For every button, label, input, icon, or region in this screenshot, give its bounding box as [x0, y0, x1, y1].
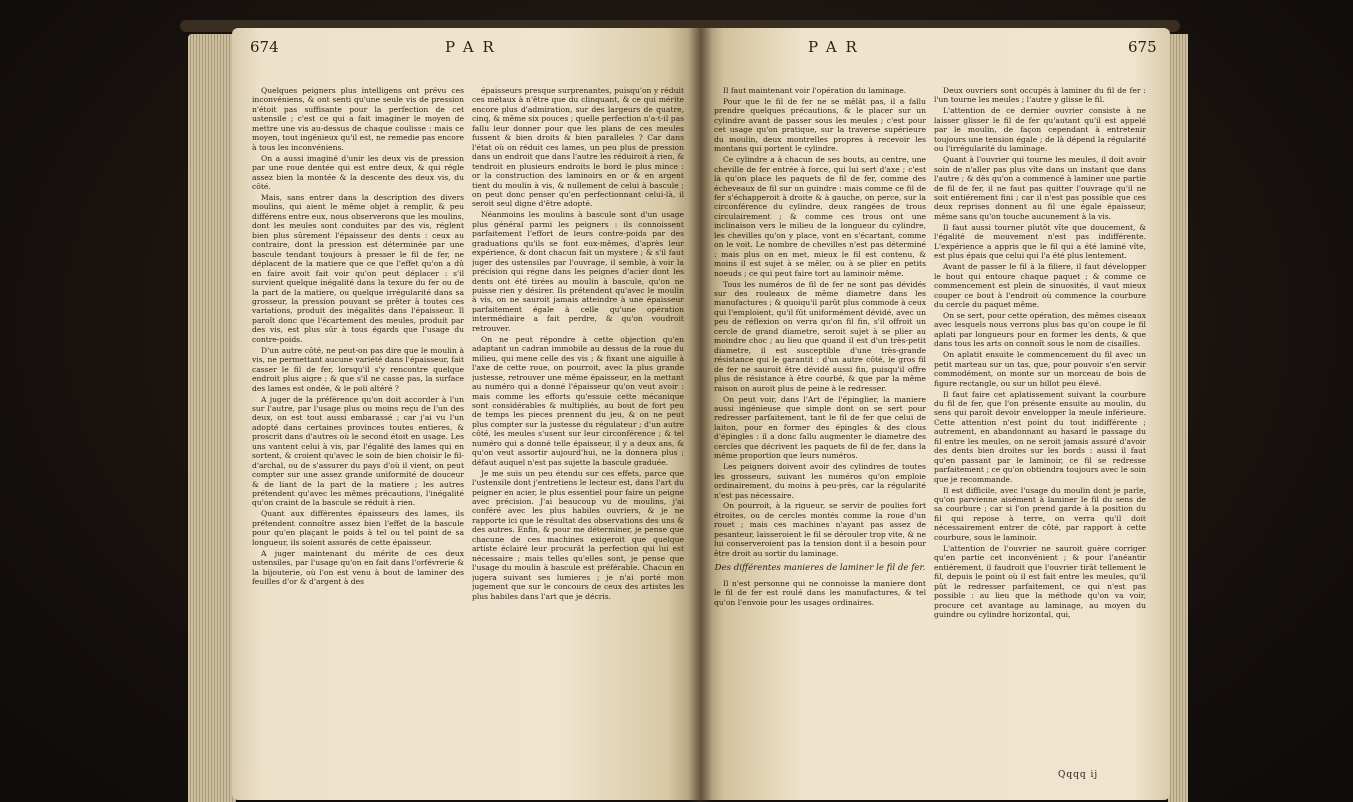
paragraph: Il faut aussi tourner plutôt vîte que doucement, & l'égalité de mouvement n'est pas indifférente. L'expérience a appris que le fil qui a été laminé vîte, est plus épais que celui qui l'a été plus lentement.	[934, 222, 1146, 261]
right-page-column-2	[934, 86, 1146, 786]
paragraph: A juger de la préférence qu'on doit accorder à l'un sur l'autre, par l'usage plus ou moins reçu de l'un des deux, on est tout aussi embarassé ; car j'ai vu l'un adopté dans certaines provinces toutes entieres, & proscrit dans d'autres où le second étoit en usage. Les uns vantent celui à vis, par l'égalité des lames qui en sortent, & croient qu'avec le soin de bien choisir le fil-d'archal, ou de s'assurer du pays d'où il vient, on peut compter sur une assez grande uniformité de douceur & de liant de la part de la matiere ; les autres prétendent qu'avec les mêmes précautions, l'inégalité qu'on craint de la bascule se réduit à rien.	[252, 394, 464, 508]
paragraph: On pourroit, à la rigueur, se servir de poulies fort étroites, ou de cercles montés comme la roue d'un rouet ; mais ces machines n'ayant pas assez de pesanteur, laisseroient le fil se dérouler trop vite, & ne lui conserveroient pas la tension dont il a besoin pour être droit au sortir du laminage.	[714, 501, 926, 558]
paragraph: L'attention de ce dernier ouvrier consiste à ne laisser glisser le fil de fer qu'autant qu'il est appelé par le moulin, de façon cependant à entretenir toujours une tension égale ; de là dépend la régularité ou l'irrégularité du laminage.	[934, 106, 1146, 154]
left-page-column-2	[472, 86, 684, 786]
paragraph: Il faut maintenant voir l'opération du laminage.	[723, 86, 907, 95]
paragraph: Néanmoins les moulins à bascule sont d'un usage plus général parmi les peigners : ils connoissent parfaitement l'effort de leurs contre-poids par des graduations qu'ils se font eux-mêmes, d'après leur expérience, & dont chacun fait un mystere ; & s'il faut juger des ustensiles par l'ouvrage, il semble, à voir la précision qui régne dans les peignes d'acier dont les dents ont été tirées au moulin à bascule, qu'on ne puisse rien y désirer. Ils prétendent qu'avec le moulin à vis, on ne sauroit jamais atteindre à une épaisseur parfaitement égale à celle qu'une opération intermédiaire a fait perdre, & qu'on voudroit retrouver.	[472, 210, 684, 333]
paragraph: Avant de passer le fil à la filiere, il faut développer le bout qui entoure chaque paquet ; & comme ce commencement est plein de sinuosités, il vaut mieux couper ce bout à l'endroit où commence la courbure du cercle du paquet même.	[934, 262, 1146, 309]
paragraph: épaisseurs presque surprenantes, puisqu'on y réduit ces métaux à n'être que du clinquant, & ce qui mérite encore plus d'admiration, sur des largeurs de quatre, cinq, & même six pouces ; quelle perfection n'a-t-il pas fallu leur donner pour que les plans de ces meules fussent & bien droits & bien paralleles ? Car dans l'état où on réduit ces lames, un peu plus de pression dans un endroit que dans l'autre les réduiroit à rien, & tendroit en plusieurs endroits le bord le plus mince : or la construction des laminoirs en or & en argent tient du moulin à vis, & nullement de celui à bascule ; on peut donc penser qu'en perfectionnant celui-là, il seroit seul digne d'être adopté.	[472, 86, 684, 209]
signature-mark: Qqqq ij	[1058, 770, 1099, 780]
paragraph: Ce cylindre a à chacun de ses bouts, au centre, une cheville de fer entrée à force, qui lui sert d'axe ; c'est là qu'on place les paquets de fil de fer, comme des écheveaux de fil sur un guindre : mais comme ce fil de fer s'échapperoit à droite & à gauche, on perce, sur la circonférence du cylindre, deux rangées de trous circulairement ; & comme ces trous ont une inclinaison vers le milieu de la longueur du cylindre, les chevilles qu'on y place, vont en s'écartant, comme on le voit. Le nombre de chevilles n'est pas déterminé : mais plus on en met, mieux le fil est contenu, & moins il est sujet à se mêler, ou à se plier en petits noeuds ; ce qui peut faire tort au laminoir même.	[714, 155, 926, 278]
paragraph: A juger maintenant du mérite de ces deux ustensiles, par l'usage qu'on en fait dans l'orfévrerie & la bijouterie, où l'on est venu à bout de laminer des feuilles d'or & d'argent à des	[252, 548, 464, 587]
paragraph: Quant à l'ouvrier qui tourne les meules, il doit avoir soin de n'aller pas plus vîte dans un instant que dans l'autre ; & dès qu'on a commencé à laminer une partie de fil de fer, il ne faut pas quitter l'ouvrage qu'il ne soit entiérement fini ; car il n'est pas possible que ces deux reprises donnent au fil une égale épaisseur, même sans qu'on touche aucunement à la vis.	[934, 155, 1146, 221]
paragraph: On se sert, pour cette opération, des mêmes ciseaux avec lesquels nous verrons plus bas qu'on coupe le fil aplati par longueurs pour en former les dents, & que dans tous les arts on connoît sous le nom de cisailles.	[934, 310, 1146, 349]
left-page-column-1	[252, 86, 464, 786]
paragraph: Pour que le fil de fer ne se mêlât pas, il a fallu prendre quelques précautions, & le placer sur un cylindre avant de passer sous les meules ; c'est pour cet usage qu'on pratique, sur la traverse supérieure du moulin, deux montrelles propres à recevoir les montans qui portent le cylindre.	[714, 96, 926, 154]
paragraph: Il n'est personne qui ne connoisse la maniere dont le fil de fer est roulé dans les manufactures, & tel qu'on l'envoie pour les usages ordinaires.	[714, 578, 926, 607]
paragraph: Les peigners doivent avoir des cylindres de toutes les grosseurs, suivant les numéros qu'on emploie ordinairement, du moins à peu-près, car la régularité n'est pas nécessaire.	[714, 462, 926, 500]
paragraph: Quant aux différentes épaisseurs des lames, ils prétendent connoître assez bien l'effet de la bascule pour qu'en plaçant le poids à tel ou tel point de sa longueur, ils soient assurés de cette épaisseur.	[252, 509, 464, 547]
right-page-number: 675	[1128, 38, 1157, 56]
right-page-column-1	[714, 86, 926, 786]
left-running-head: PAR	[445, 38, 503, 56]
left-page-stack	[188, 34, 236, 802]
paragraph: L'attention de l'ouvrier ne sauroit guère corriger qu'en partie cet inconvénient ; & pour l'anéantir entiérement, il faudroit que l'ouvrier tirât tellement le fil, depuis le point où il est fait entre les meules, qu'il pût le redresser parfaitement, ce qui n'est pas possible : au lieu que la méthode qu'on va voir, procure cet avantage au laminage, au moyen du guindre ou cylindre horizontal, qui,	[934, 543, 1146, 619]
book-gutter	[688, 28, 712, 802]
paragraph: Deux ouvriers sont occupés à laminer du fil de fer : l'un tourne les meules ; l'autre y glisse le fil.	[934, 86, 1146, 105]
right-running-head: PAR	[808, 38, 866, 56]
paragraph: On ne peut répondre à cette objection qu'en adaptant un cadran immobile au dessus de la roue du milieu, qui mene celle des vis ; & fixant une aiguille à l'axe de cette roue, on pourroit, avec la plus grande justesse, retrouver une même épaisseur, en la mettant au numéro qui a donné l'épaisseur qu'on veut avoir : mais comme les efforts qu'essuie cette mécanique sont considérables & multipliés, au bout de fort peu de temps les pieces prennent du jeu, & on ne peut plus compter sur la justesse du régulateur ; d'un autre côté, les meules s'usent sur leur circonférence ; & tel numéro qui a donné telle épaisseur, il y a deux ans, & qu'on veut assortir aujourd'hui, ne la donnera plus ; défaut auquel n'est pas sujette la bascule graduée.	[472, 334, 684, 467]
right-page-stack	[1168, 34, 1188, 802]
paragraph: D'un autre côté, ne peut-on pas dire que le moulin à vis, ne permettant aucune variété dans l'épaisseur, fait casser le fil de fer, lorsqu'il s'y rencontre quelque endroit plus aigre ; & que s'il ne casse pas, la surface des lames est ondée, & le poli altéré ?	[252, 345, 464, 393]
paragraph: Quelques peigners plus intelligens ont prévu ces inconvéniens, & ont senti qu'une seule vis de pression n'étoit pas suffisante pour la perfection de cet ustensile ; c'est ce qui a fait imaginer le moyen de mettre une vis au-dessus de chaque coulisse : mais ce moyen, tout ingénieux qu'il est, ne remedie pas encore à tous les inconvéniens.	[252, 86, 464, 152]
paragraph: Tous les numéros de fil de fer ne sont pas dévidés sur des rouleaux de même diametre dans les manufactures ; & quoiqu'il parût plus commode à ceux qui l'emploient, qu'il fût uniformément dévidé, avec un peu de réflexion on verra qu'on fil fin, s'il offroit un cercle de grand diametre, seroit sujet à se plier au moindre choc ; au lieu que quand il est d'un très-petit diametre, il est susceptible d'une très-grande résistance qui le garantit : d'un autre côté, le gros fil de fer ne sauroit être dévidé aussi fin, puisqu'il offre plus de résistance à être courbé, & que par la même raison on auroit plus de peine à le redresser.	[714, 279, 926, 393]
paragraph: Mais, sans entrer dans la description des divers moulins, qui aient le même objet à remplir, & peu différens entre eux, nous observerons que les moulins, dont les meules sont conduites par des vis, réglent bien plus sûrement l'épaisseur des dents : ceux au contraire, dont la pression est déterminée par une bascule tendant toujours à presser le fil de fer, ne déplacent de la matiere que ce que l'effet qu'on a dû en faire avoit fait voir qu'on peut déplacer : s'il survient quelque inégalité dans la texure du fer ou de la part de la matiere, ou quelque irrégularité dans sa grosseur, la pression pouvant se prêter à toutes ces variations, produit des inégalités dans l'épaisseur. Il paroît donc que l'écartement des meules, produit par des vis, est plus sûr à tous égards que l'usage du contre-poids.	[252, 192, 464, 344]
section-heading: Des différentes manieres de laminer le fil de fer.	[714, 563, 926, 574]
left-page-number: 674	[250, 38, 279, 56]
paragraph: Je me suis un peu étendu sur ces effets, parce que l'ustensile dont j'entretiens le lecteur est, dans l'art du peigner en acier, le plus essentiel pour faire un peigne avec précision. J'ai beaucoup vu de moulins, j'ai conféré avec les plus habiles ouvriers, & je ne rapporte ici que le résultat des observations des uns & des autres. Enfin, & pour me déterminer, je pense que chacune de ces machines exigeroit que quelque artiste éclairé leur procurât la perfection qui lui est nécessaire ; mais telles qu'elles sont, je pense que l'usage du moulin à bascule est préférable. Chacun en jugera suivant ses lumieres ; je n'ai porté mon jugement que sur le concours de ceux des artistes les plus habiles dans l'art que je décris.	[472, 468, 684, 601]
paragraph: On aplatit ensuite le commencement du fil avec un petit marteau sur un tas, que, pour pouvoir s'en servir commodément, on monte sur un morceau de bois de figure rectangle, ou sur un billot peu élevé.	[934, 350, 1146, 388]
paragraph: Il est difficile, avec l'usage du moulin dont je parle, qu'on parvienne aisément à laminer le fil du sens de sa courbure ; car si l'on prend garde à la position du fil qui repose à terre, on verra qu'il doit nécessairement entrer de côté, par rapport à cette courbure, sous le laminoir.	[934, 485, 1146, 542]
paragraph: On peut voir, dans l'Art de l'épinglier, la maniere aussi ingénieuse que simple dont on se sert pour redresser parfaitement, tant le fil de fer que celui de laiton, pour en former des épingles & des clous d'épingles : il a donc fallu augmenter le diametre des cercles que décrivent les paquets de fil de fer, dans la même proportion que leurs numéros.	[714, 394, 926, 461]
paragraph: Il faut faire cet aplatissement suivant la courbure du fil de fer, que l'on présente ensuite au moulin, du sens qui paroît devoir envelopper la meule inférieure. Cette attention n'est point du tout indifférente ; autrement, en abandonnant au hasard le passage du fil entre les meules, on ne seroit jamais assuré d'avoir des dents bien droites sur les bords : aussi il faut qu'en passant par le laminoir, ce fil se redresse parfaitement ; ce qu'on obtiendra toujours avec le soin que je recommande.	[934, 389, 1146, 484]
paragraph: On a aussi imaginé d'unir les deux vis de pression par une roue dentée qui est entre deux, & qui régle assez bien la montée & la descente des deux vis, du côté.	[252, 153, 464, 192]
